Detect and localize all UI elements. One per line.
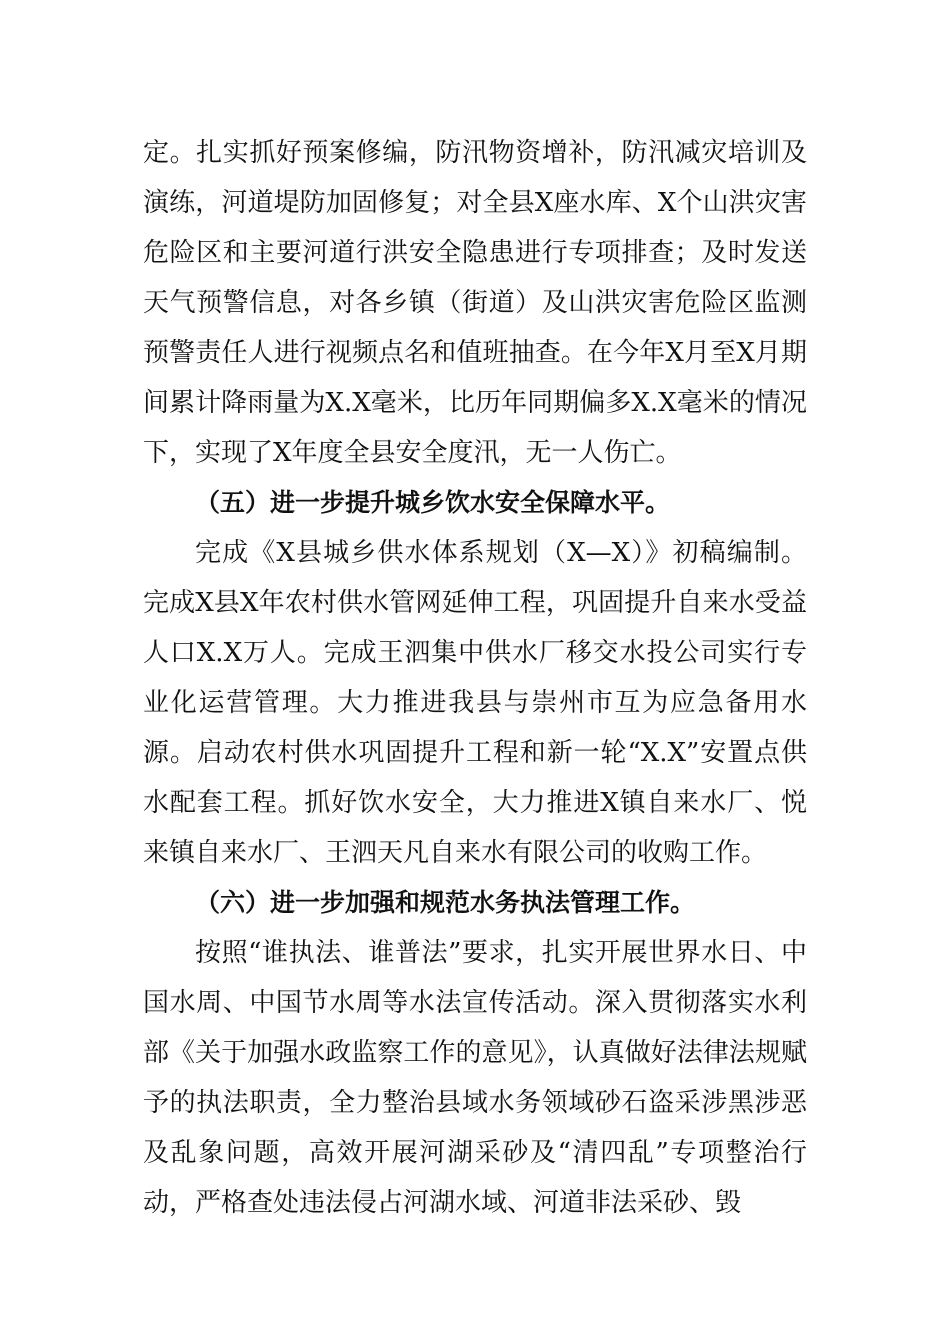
paragraph-water-supply: 完成《X县城乡供水体系规划（X—X）》初稿编制。完成X县X年农村供水管网延伸工程，巩固提升自来水受益人口X.X万人。完成王泗集中供水厂移交水投公司实行专业化运营管理。大力推进我县与崇州市互为应急备用水源。启动农村供水巩固提升工程和新一轮“X.X”安置点供水配套工程。抓好饮水安全，大力推进X镇自来水厂、悦来镇自来水厂、王泗天凡自来水有限公司的收购工作。 [143, 538, 807, 868]
section-heading-6: （六）进一步加强和规范水务执法管理工作。 [195, 888, 696, 917]
document-body [143, 128, 807, 1228]
section-heading-5: （五）进一步提升城乡饮水安全保障水平。 [195, 488, 671, 517]
paragraph-law-enforcement: 按照“谁执法、谁普法”要求，扎实开展世界水日、中国水周、中国节水周等水法宣传活动。深入贯彻落实水利部《关于加强水政监察工作的意见》，认真做好法律法规赋予的执法职责，全力整治县域水务领域砂石盗采涉黑涉恶及乱象问题，高效开展河湖采砂及“清四乱”专项整治行动，严格查处违法侵占河湖水域、河道非法采砂、毁 [143, 938, 807, 1218]
paragraph-flood-control: 定。扎实抓好预案修编，防汛物资增补，防汛减灾培训及演练，河道堤防加固修复；对全县X座水库、X个山洪灾害危险区和主要河道行洪安全隐患进行专项排查；及时发送天气预警信息，对各乡镇（街道）及山洪灾害危险区监测预警责任人进行视频点名和值班抽查。在今年X月至X月期间累计降雨量为X.X毫米，比历年同期偏多X.X毫米的情况下，实现了X年度全县安全度汛，无一人伤亡。 [143, 138, 807, 468]
